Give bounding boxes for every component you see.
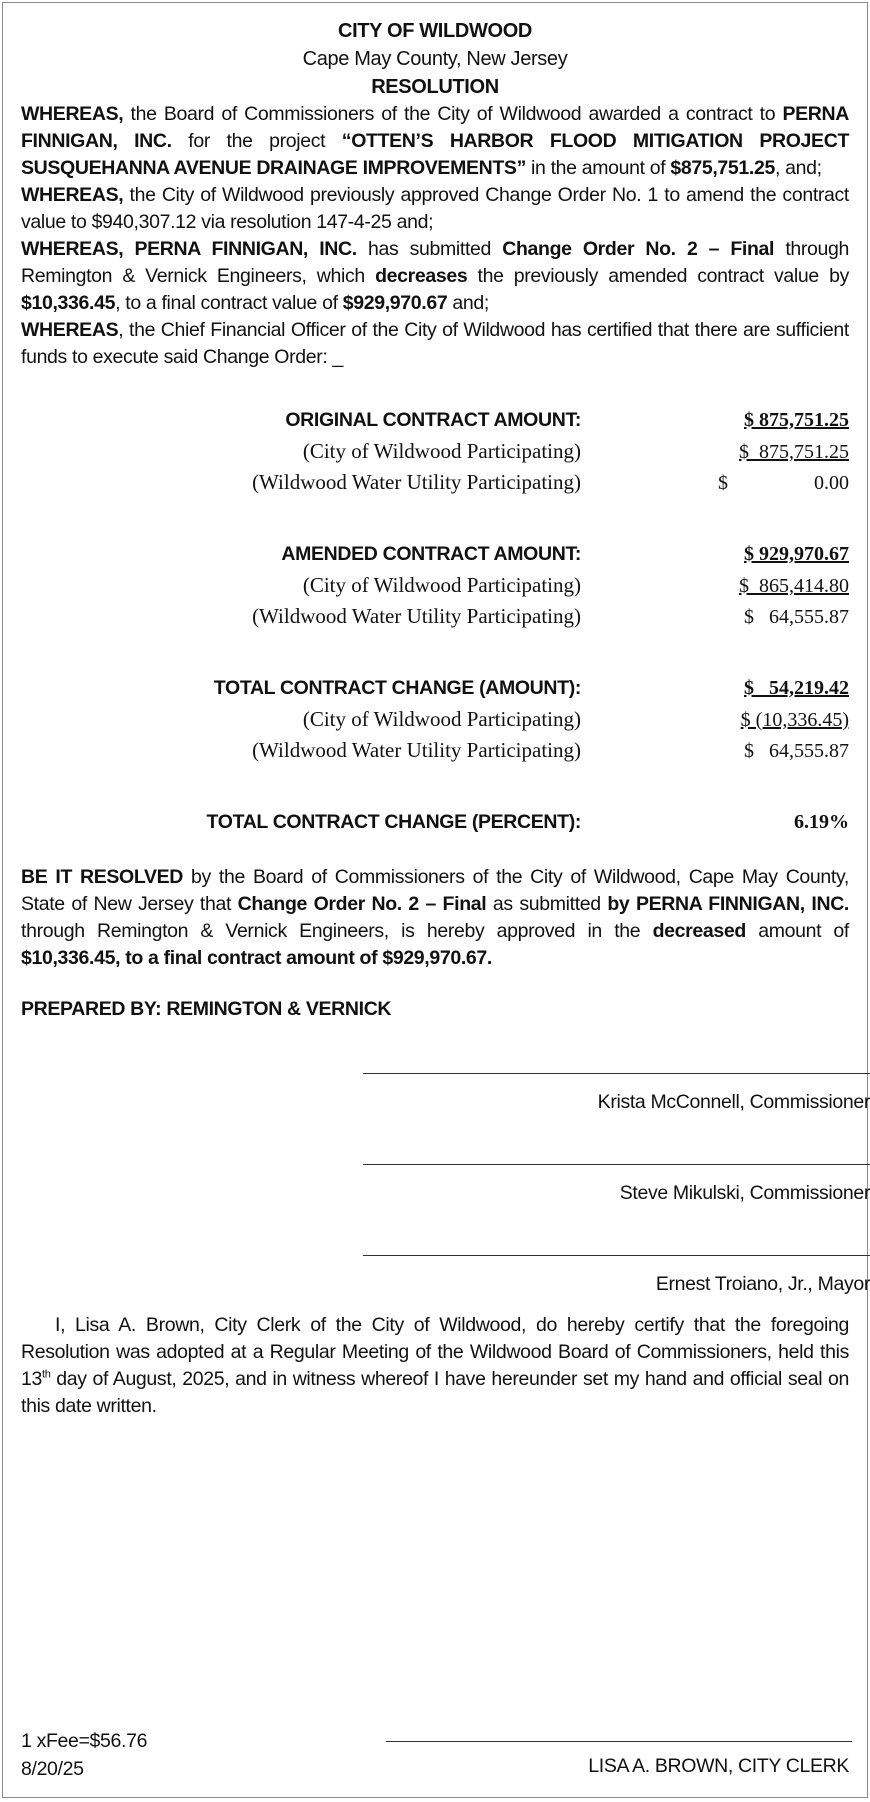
- resolved-paragraph: BE IT RESOLVED by the Board of Commissioners of the City of Wildwood, Cape May County, State of New Jersey that Change Order No. 2 – Final as submitted by PERNA FINNIGAN, INC. through Remington & Vernick Engineers, is hereby approved in the decreased amount of $10,336.45, to a final contract amount of $929,970.67.: [21, 866, 849, 969]
- resolution-document: [2, 2, 868, 1798]
- signature-line: [363, 1073, 870, 1074]
- city-title: CITY OF WILDWOOD: [337, 20, 532, 42]
- footer-fee-block: [21, 1727, 147, 1783]
- amended-water-row: (Wildwood Water Utility Participating) $ 64,555.87: [252, 604, 849, 628]
- clerk-name: LISA A. BROWN, CITY CLERK: [588, 1755, 849, 1777]
- clerk-certification: I, Lisa A. Brown, City Clerk of the City of Wildwood, do hereby certify that the foregoing Resolution was adopted at a Regular Meeting of the Wildwood Board of Commissioners, held this 13th day of August, 2025, and in witness whereof I have hereunder set my hand and official seal on this date written.: [21, 1314, 849, 1417]
- fee-text: 1 xFee=$56.76: [21, 1730, 148, 1752]
- signature-line: [363, 1255, 870, 1256]
- clerk-signature-line: [386, 1741, 852, 1742]
- signature-block-2: [363, 1164, 870, 1207]
- whereas-paragraph-2: WHEREAS, the City of Wildwood previously approved Change Order No. 1 to amend the contract value to $940,307.12 via resolution 147-4-25 and;: [21, 184, 849, 233]
- original-water-row: (Wildwood Water Utility Participating) $ 0.00: [252, 470, 849, 494]
- change-water-row: (Wildwood Water Utility Participating) $ 64,555.87: [252, 738, 849, 762]
- whereas-paragraph-3: WHEREAS, PERNA FINNIGAN, INC. has submitted Change Order No. 2 – Final through Remington & Vernick Engineers, which decreases the previously amended contract value by $10,336.45, to a final contract value of $929,970.67 and;: [21, 238, 850, 314]
- document-type: RESOLUTION: [371, 76, 499, 98]
- signature-block-3: [363, 1255, 870, 1298]
- prepared-by: PREPARED BY: REMINGTON & VERNICK: [21, 998, 392, 1020]
- change-city-row: (City of Wildwood Participating) $ (10,336.45): [302, 707, 849, 731]
- original-city-row: (City of Wildwood Participating) $ 875,751.25: [302, 439, 849, 463]
- signatory-name: Steve Mikulski, Commissioner: [619, 1182, 870, 1204]
- signatory-name: Ernest Troiano, Jr., Mayor: [655, 1273, 870, 1295]
- change-amount-row: TOTAL CONTRACT CHANGE (AMOUNT): $ 54,219.42: [213, 677, 849, 699]
- publication-date: 8/20/25: [21, 1758, 84, 1780]
- signatory-name: Krista McConnell, Commissioner: [597, 1091, 870, 1113]
- amended-city-row: (City of Wildwood Participating) $ 865,414.80: [302, 573, 849, 597]
- whereas-paragraph-4: WHEREAS, the Chief Financial Officer of the City of Wildwood has certified that there are sufficient funds to execute said Change Order: _: [21, 319, 849, 368]
- amended-amount-row: AMENDED CONTRACT AMOUNT: $ 929,970.67: [281, 543, 849, 565]
- original-amount-row: ORIGINAL CONTRACT AMOUNT: $ 875,751.25: [285, 409, 849, 431]
- whereas-paragraph-1: WHEREAS, the Board of Commissioners of the City of Wildwood awarded a contract to PERNA FINNIGAN, INC. for the project “OTTEN’S HARBOR FLOOD MITIGATION PROJECT SUSQUEHANNA AVENUE DRAINAGE IMPROVEMENTS” in the amount of $875,751.25, and;: [21, 103, 850, 179]
- contract-amounts-table: [21, 407, 849, 840]
- signature-line: [363, 1164, 870, 1165]
- change-percent-row: TOTAL CONTRACT CHANGE (PERCENT): 6.19%: [206, 811, 849, 833]
- signature-block-1: [363, 1073, 870, 1116]
- county-subtitle: Cape May County, New Jersey: [302, 48, 568, 70]
